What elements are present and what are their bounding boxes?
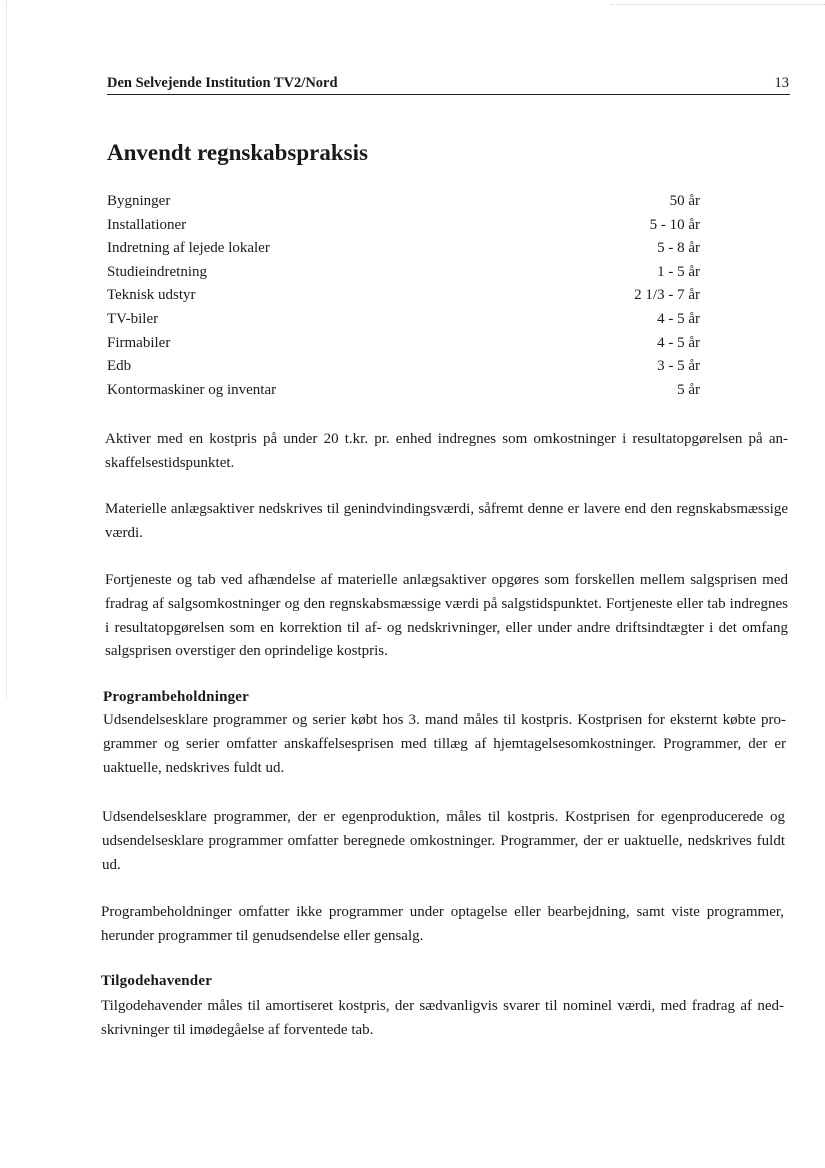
table-row (107, 190, 700, 214)
page-header (107, 74, 790, 95)
asset-period: 3 - 5 år (657, 358, 700, 375)
scan-edge-left (6, 0, 7, 700)
depreciation-table (107, 190, 700, 402)
table-row (107, 355, 700, 379)
table-row (107, 261, 700, 285)
table-row (107, 379, 700, 403)
asset-period: 1 - 5 år (657, 263, 700, 280)
asset-period: 5 - 10 år (649, 216, 700, 233)
paragraph-programs-excluded: Programbeholdninger omfatter ikke programmer under optagelse eller bearbejdning, samt viste programmer, herunder programmer til genudsendelse eller gensalg. (101, 904, 784, 944)
asset-label: Edb (107, 358, 132, 375)
asset-label: Firmabiler (107, 334, 171, 351)
heading-programbeholdninger: Programbeholdninger (103, 689, 250, 705)
paragraph-small-assets: Aktiver med en kostpris på under 20 t.kr. pr. enhed indregnes som omkostninger i resultatopgørelsen på anskaffelsestidspunktet. (105, 431, 788, 471)
asset-period: 4 - 5 år (657, 334, 700, 351)
paragraph-receivables: Tilgodehavender måles til amortiseret kostpris, der sædvanligvis svarer til nominel værdi, med fradrag af nedskrivninger til imødegåelse af forventede tab. (101, 998, 784, 1038)
heading-tilgodehavender: Tilgodehavender (101, 973, 213, 989)
page-number: 13 (774, 75, 789, 91)
table-row (107, 332, 700, 356)
table-row (107, 214, 700, 238)
asset-period: 5 år (677, 381, 700, 398)
paragraph-impairment: Materielle anlægsaktiver nedskrives til genindvindingsværdi, såfremt denne er lavere end den regnskabsmæssige værdi. (105, 501, 788, 541)
header-title: Den Selvejende Institution TV2/Nord (107, 75, 338, 91)
asset-label: Kontormaskiner og inventar (107, 381, 277, 398)
table-row (107, 308, 700, 332)
paragraph-disposal: Fortjeneste og tab ved afhændelse af materielle anlægsaktiver opgøres som forskellen mellem salgsprisen med fradrag af salgsomkostninger og den regnskabsmæssige værdi på salgstidspunktet. Fortjeneste eller tab indregnes i resultatopgørelsen som en korrektion til af- og nedskrivninger, eller under andre driftsindtægter i det omfang salgsprisen overstiger den oprindelige kostpris. (105, 572, 788, 660)
table-row (107, 237, 700, 261)
asset-period: 5 - 8 år (657, 240, 700, 257)
paragraph-programs-own-production: Udsendelsesklare programmer, der er egenproduktion, måles til kostpris. Kostprisen for egenproducerede og udsendelsesklare programmer omfatter beregnede omkostninger. Programmer, der er uaktuelle, nedskrives fuldt ud. (102, 809, 785, 873)
asset-label: TV-biler (107, 310, 159, 327)
paragraph-programs-purchased: Udsendelsesklare programmer og serier købt hos 3. mand måles til kostpris. Kostprisen for eksternt købte programmer og serier omfatter anskaffelsesprisen med tillæg af hjemtagelsesomkostninger. Programmer, der er uaktuelle, nedskrives fuldt ud. (103, 712, 786, 776)
asset-label: Teknisk udstyr (107, 287, 196, 304)
asset-period: 50 år (669, 193, 700, 209)
asset-label: Bygninger (107, 193, 171, 209)
asset-period: 4 - 5 år (657, 310, 700, 327)
asset-label: Studieindretning (107, 263, 207, 280)
table-row (107, 284, 700, 308)
asset-period: 2 1/3 - 7 år (634, 287, 700, 304)
scan-edge-top (610, 4, 825, 5)
asset-label: Installationer (107, 216, 187, 233)
asset-label: Indretning af lejede lokaler (107, 240, 270, 257)
page-title: Anvendt regnskabspraksis (107, 140, 368, 165)
